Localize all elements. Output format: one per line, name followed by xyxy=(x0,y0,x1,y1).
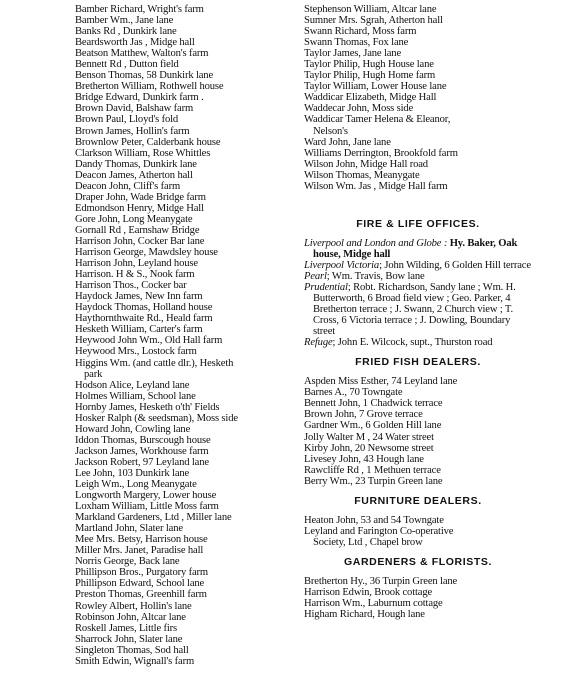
entry: Hosker Ralph (& seedsman), Moss side xyxy=(75,412,238,424)
entry: Sharrock John, Slater lane xyxy=(75,633,183,645)
entry: Gornall Rd , Earnshaw Bridge xyxy=(75,224,200,236)
entry: Gore John, Long Meanygate xyxy=(75,213,193,225)
insurance-entry xyxy=(304,337,532,348)
agent-details: ; Robt. Richardson, Sandy lane ; Wm. H. Butterworth, 6 Broad field view ; Geo. Parker, 4 Bretherton terrace ; J. Swann, 2 Church view ; T. Cross, 6 Victoria terrace ; J. Dowling, Boundary street xyxy=(313,281,516,338)
insurer-name: Liverpool Victoria xyxy=(304,259,380,271)
entry: Miller Mrs. Janet, Paradise hall xyxy=(75,545,204,557)
entry: Aspden Miss Esther, 74 Leyland lane xyxy=(304,376,458,388)
entry: Taylor James, Jane lane xyxy=(304,48,401,60)
entry: Wilson Thomas, Meanygate xyxy=(304,169,420,181)
insurance-entry xyxy=(304,238,532,260)
entry: Longworth Margery, Lower house xyxy=(75,490,217,502)
section-heading-furniture: FURNITURE DEALERS. xyxy=(354,494,482,507)
entry: Brown John, 7 Grove terrace xyxy=(304,409,423,421)
agent-details: Hy. Baker, Oak house, Midge hall xyxy=(313,237,518,260)
entry: Higham Richard, Hough lane xyxy=(304,609,425,621)
entry: Harrison John, Cocker Bar lane xyxy=(75,235,205,247)
entry: Roskell James, Little firs xyxy=(75,622,178,634)
entry: Iddon Thomas, Burscough house xyxy=(75,434,211,446)
insurance-entry xyxy=(304,282,532,337)
agent-details: ; Wm. Travis, Bow lane xyxy=(326,270,425,282)
entry: Brown Paul, Lloyd's fold xyxy=(75,114,179,126)
entry: Swann Thomas, Fox lane xyxy=(304,37,409,49)
entry: Jackson James, Workhouse farm xyxy=(75,445,209,457)
entry: Beatson Matthew, Walton's farm xyxy=(75,48,209,60)
entry: Sumner Mrs. Sgrah, Atherton hall xyxy=(304,15,443,27)
entry: Hornby James, Hesketh o'th' Fields xyxy=(75,401,220,413)
entry: Wilson Wm. Jas , Midge Hall farm xyxy=(304,180,448,192)
entry: Heaton John, 53 and 54 Towngate xyxy=(304,514,444,526)
entry: Edmondson Henry, Midge Hall xyxy=(75,202,204,214)
entry-continuation: Society, Ltd , Chapel brow xyxy=(313,536,423,548)
entry: Markland Gardeners, Ltd , Miller lane xyxy=(75,512,232,524)
entry: Howard John, Cowling lane xyxy=(75,423,191,435)
entry: Haydock James, New Inn farm xyxy=(75,291,203,303)
entry: Bridge Edward, Dunkirk farm . xyxy=(75,92,204,104)
entry: Bretherton Hy., 36 Turpin Green lane xyxy=(304,575,458,587)
entry: Ward John, Jane lane xyxy=(304,136,391,148)
entry: Harrison George, Mawdsley house xyxy=(75,247,218,259)
entry: Phillipson Edward, School lane xyxy=(75,578,205,590)
entry: Harrison Edwin, Brook cottage xyxy=(304,586,433,598)
entry: Benson Thomas, 58 Dunkirk lane xyxy=(75,70,214,82)
entry-continuation: Nelson's xyxy=(313,125,348,137)
section-heading-fire-life: FIRE & LIFE OFFICES. xyxy=(356,217,480,230)
entry: Harrison Wm., Laburnum cottage xyxy=(304,597,443,609)
entry: Deacon John, Cliff's farm xyxy=(75,180,181,192)
entry: Heywood John Wm., Old Hall farm xyxy=(75,335,223,347)
entry: Brown James, Hollin's farm xyxy=(75,125,190,137)
entry: Berry Wm., 23 Turpin Green lane xyxy=(304,475,443,487)
entry: Hodson Alice, Leyland lane xyxy=(75,379,190,391)
insurance-entry xyxy=(304,271,532,282)
entry: Rowley Albert, Hollin's lane xyxy=(75,600,192,612)
insurer-name: Refuge xyxy=(304,337,333,349)
entry: Waddicar Elizabeth, Midge Hall xyxy=(304,92,437,104)
entry: Harrison. H & S., Nook farm xyxy=(75,269,195,281)
entry: Deacon James, Atherton hall xyxy=(75,169,193,181)
entry: Barnes A., 70 Towngate xyxy=(304,387,403,399)
entry: Swann Richard, Moss farm xyxy=(304,26,417,38)
entry: Williams Derrington, Brookfold farm xyxy=(304,147,458,159)
entry: Lee John, 103 Dunkirk lane xyxy=(75,467,190,479)
entry: Preston Thomas, Greenhill farm xyxy=(75,589,207,601)
entry: Gardner Wm., 6 Golden Hill lane xyxy=(304,420,442,432)
right-column xyxy=(304,4,532,620)
entry: Haydock Thomas, Holland house xyxy=(75,302,213,314)
entry: Jackson Robert, 97 Leyland lane xyxy=(75,456,209,468)
entry: Bamber Wm., Jane lane xyxy=(75,15,174,27)
insurer-name: Prudential xyxy=(304,281,348,293)
entry: Taylor William, Lower House lane xyxy=(304,81,447,93)
entry: Kirby John, 20 Newsome street xyxy=(304,442,434,454)
insurer-name: Liverpool and London and Globe : xyxy=(304,237,448,249)
entry: Wilson John, Midge Hall road xyxy=(304,158,428,170)
entry: Higgins Wm. (and cattle dlr.), Hesketh xyxy=(75,357,234,369)
entry: Taylor Philip, Hugh Home farm xyxy=(304,70,436,82)
entry: Draper John, Wade Bridge farm xyxy=(75,191,206,203)
insurer-name: Pearl xyxy=(304,270,327,282)
entry: Banks Rd , Dunkirk lane xyxy=(75,26,177,38)
entry: Jolly Walter M , 24 Water street xyxy=(304,431,434,443)
section-heading-gardeners: GARDENERS & FLORISTS. xyxy=(344,555,492,568)
entry: Leigh Wm., Long Meanygate xyxy=(75,479,197,491)
entry: Martland John, Slater lane xyxy=(75,523,183,535)
left-column xyxy=(75,4,297,667)
entry: Clarkson William, Rose Whittles xyxy=(75,147,211,159)
entry: Leyland and Farington Co-operative xyxy=(304,525,454,537)
entry: Hesketh William, Carter's farm xyxy=(75,324,203,336)
section-heading-fried-fish: FRIED FISH DEALERS. xyxy=(355,356,481,369)
entry: Haythornthwaite Rd., Heald farm xyxy=(75,313,213,325)
entry: Norris George, Back lane xyxy=(75,556,180,568)
entry: Rawcliffe Rd , 1 Methuen terrace xyxy=(304,464,441,476)
agent-details: ; John E. Wilcock, supt., Thurston road xyxy=(332,337,493,349)
entry: Waddecar John, Moss side xyxy=(304,103,414,115)
entry: Bennett Rd , Dutton field xyxy=(75,59,179,71)
entry: Smith Edwin, Wignall's farm xyxy=(75,655,195,667)
entry: Beardsworth Jas , Midge hall xyxy=(75,37,195,49)
entry: Waddicar Tamer Helena & Eleanor, xyxy=(304,114,451,126)
entry: Bamber Richard, Wright's farm xyxy=(75,4,204,15)
entry: Singleton Thomas, Sod hall xyxy=(75,644,189,656)
entry: Bretherton William, Rothwell house xyxy=(75,81,224,93)
entry: Harrison Thos., Cocker bar xyxy=(75,280,187,292)
entry: Bennett John, 1 Chadwick terrace xyxy=(304,398,443,410)
entry: Taylor Philip, Hugh House lane xyxy=(304,59,434,71)
entry-continuation: park xyxy=(84,368,103,380)
entry: Heywood Mrs., Lostock farm xyxy=(75,346,197,358)
agent-details: ; John Wilding, 6 Golden Hill terrace xyxy=(379,259,531,271)
entry: Dandy Thomas, Dunkirk lane xyxy=(75,158,197,170)
entry: Robinson John, Altcar lane xyxy=(75,611,186,623)
entry: Brown David, Balshaw farm xyxy=(75,103,194,115)
entry: Harrison John, Leyland house xyxy=(75,258,198,270)
entry: Mee Mrs. Betsy, Harrison house xyxy=(75,534,208,546)
entry: Livesey John, 43 Hough lane xyxy=(304,453,424,465)
insurance-entry xyxy=(304,260,532,271)
entry: Phillipson Bros., Purgatory farm xyxy=(75,567,209,579)
entry: Holmes William, School lane xyxy=(75,390,196,402)
entry: Brownlow Peter, Calderbank house xyxy=(75,136,221,148)
entry: Loxham William, Little Moss farm xyxy=(75,501,219,513)
entry: Stephenson William, Altcar lane xyxy=(304,4,437,15)
